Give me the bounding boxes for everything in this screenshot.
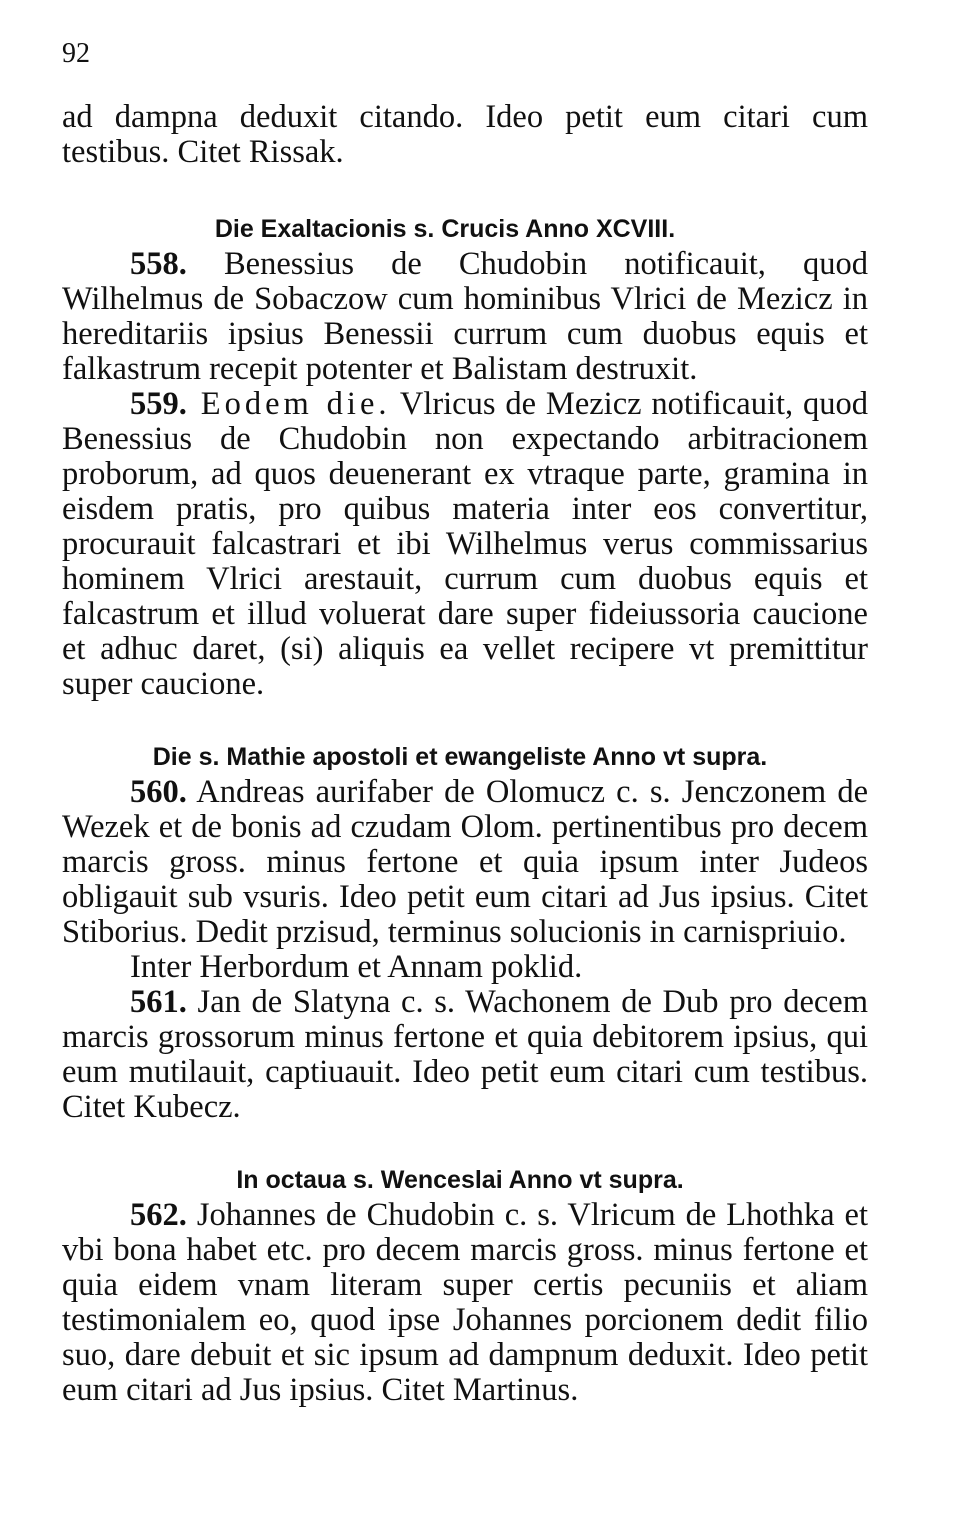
section-heading-wenceslai: In octaua s. Wenceslai Anno vt supra. xyxy=(236,1166,684,1194)
document-body xyxy=(62,100,868,1408)
entry-number: 561. xyxy=(130,984,187,1020)
entry-number: 560. xyxy=(130,774,187,810)
entry-560 xyxy=(62,775,868,950)
entry-559 xyxy=(62,387,868,702)
entry-text: Johannes de Chudobin c. s. Vlricum de Lhothka et vbi bona habet etc. pro decem marcis gross. minus fertone et quia eidem vnam literam super certis pecuniis et aliam testimonialem eo, quod ipse Johannes porcionem dedit filio suo, dare debuit et sic ipsum ad dampnum deduxit. Ideo petit eum citari ad Jus ipsius. Citet Martinus. xyxy=(62,1197,868,1408)
entry-562 xyxy=(62,1198,868,1408)
entry-spaced-date: Eodem die. xyxy=(186,386,391,422)
entry-558 xyxy=(62,247,868,387)
entry-number: 559. xyxy=(130,386,187,422)
entry-561 xyxy=(62,985,868,1125)
entry-number: 562. xyxy=(130,1197,187,1233)
page-number: 92 xyxy=(62,38,90,69)
paragraph-inter: Inter Herbordum et Annam poklid. xyxy=(130,949,583,985)
entry-text: Andreas aurifaber de Olomucz c. s. Jenczonem de Wezek et de bonis ad czudam Olom. pertinentibus pro decem marcis gross. minus fertone et quia ipsum inter Judeos obligauit sub vsuris. Ideo petit eum citari ad Jus ipsius. Citet Stiborius. Dedit przisud, terminus solucionis in carnispriuio. xyxy=(62,774,868,950)
paragraph-continuation: ad dampna deduxit citando. Ideo petit eum citari cum testibus. Citet Rissak. xyxy=(62,99,868,170)
entry-text: Jan de Slatyna c. s. Wachonem de Dub pro decem marcis grossorum minus fertone et quia debitorem ipsius, qui eum mutilauit, captiuauit. Ideo petit eum citari cum testibus. Citet Kubecz. xyxy=(62,984,868,1125)
section-heading-mathie: Die s. Mathie apostoli et ewangeliste Anno vt supra. xyxy=(152,743,768,771)
section-heading-exaltacionis: Die Exaltacionis s. Crucis Anno XCVIII. xyxy=(214,215,676,243)
entry-number: 558. xyxy=(130,246,187,282)
entry-text: Vlricus de Mezicz notificauit, quod Benessius de Chudobin non expectando arbitracionem proborum, ad quos deuenerant ex vtraque parte, gramina in eisdem pratis, pro quibus materia inter eos convertitur, procurauit falcastrari et ibi Wilhelmus verus commissarius hominem Vlrici arestauit, currum cum duobus equis et falcastrum et illud voluerat dare super fideiussoria caucione et adhuc daret, (si) aliquis ea vellet recipere vt premittitur super caucione. xyxy=(62,386,869,702)
entry-text: Benessius de Chudobin notificauit, quod Wilhelmus de Sobaczow cum hominibus Vlrici de Mezicz in hereditariis ipsius Benessii currum cum duobus equis et falkastrum recepit potenter et Balistam destruxit. xyxy=(62,246,868,387)
